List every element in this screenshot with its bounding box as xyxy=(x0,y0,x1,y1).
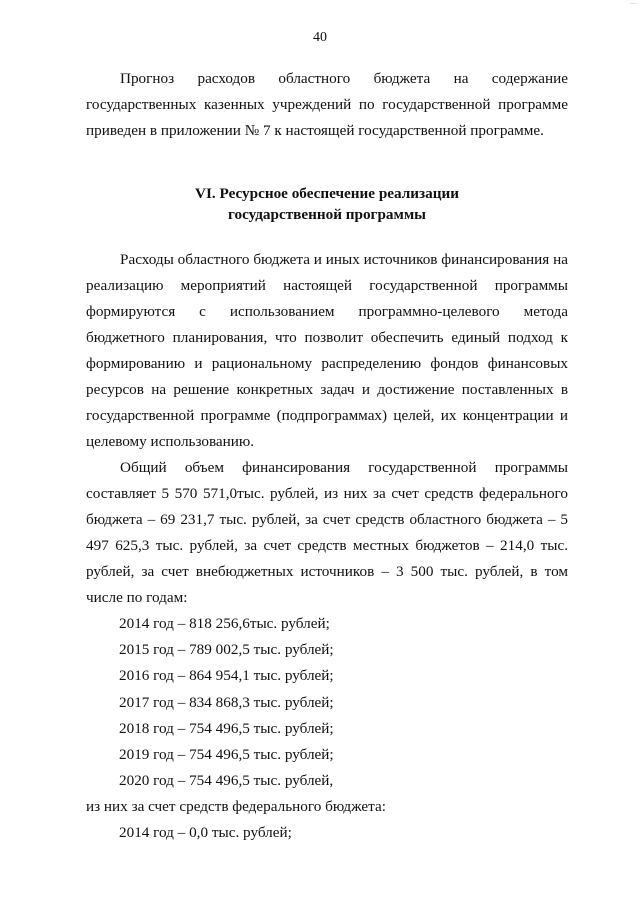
section-heading-line-2: государственной программы xyxy=(227,206,427,223)
list-item: 2015 год – 789 002,5 тыс. рублей; xyxy=(119,641,334,659)
section-heading xyxy=(86,183,568,225)
section-heading-line-1: VI. Ресурсное обеспечение реализации xyxy=(195,185,459,202)
corner-mark: — xyxy=(630,0,636,7)
list-item: 2020 год – 754 496,5 тыс. рублей, xyxy=(119,772,334,790)
yearly-totals-list xyxy=(86,611,568,794)
total-funding-paragraph: Общий объем финансирования государственной программы составляет 5 570 571,0тыс. рублей, из них за счет средств федерального бюджета – 69 231,7 тыс. рублей, за счет средств областного бюджета – 5 497 625,3 тыс. рублей, за счет средств местных бюджетов – 214,0 тыс. рублей, за счет внебюджетных источников – 3 500 тыс. рублей, в том числе по годам: xyxy=(86,459,568,606)
federal-intro-line: из них за счет средств федерального бюджета: xyxy=(86,798,386,816)
list-item: 2017 год – 834 868,3 тыс. рублей; xyxy=(119,693,334,711)
page-number: 40 xyxy=(313,30,327,45)
list-item: 2018 год – 754 496,5 тыс. рублей; xyxy=(119,719,334,737)
list-item: 2014 год – 0,0 тыс. рублей; xyxy=(119,824,292,842)
list-item: 2014 год – 818 256,6тыс. рублей; xyxy=(119,615,330,632)
list-item: 2016 год – 864 954,1 тыс. рублей; xyxy=(119,667,334,685)
federal-yearly-list xyxy=(86,820,568,846)
intro-paragraph: Прогноз расходов областного бюджета на содержание государственных казенных учреждений по государственной программе приведен в приложении № 7 к настоящей государственной программе. xyxy=(86,70,568,139)
list-item: 2019 год – 754 496,5 тыс. рублей; xyxy=(119,746,334,764)
resources-paragraph: Расходы областного бюджета и иных источников финансирования на реализацию мероприятий настоящей государственной программы формируются с использованием программно-целевого метода бюджетного планирования, что позволит обеспечить единый подход к формированию и рациональному распределению фондов финансовых ресурсов на решение конкретных задач и достижение поставленных в государственной программе (подпрограммах) целей, их концентрации и целевому использованию. xyxy=(86,251,568,450)
document-body xyxy=(86,66,568,847)
